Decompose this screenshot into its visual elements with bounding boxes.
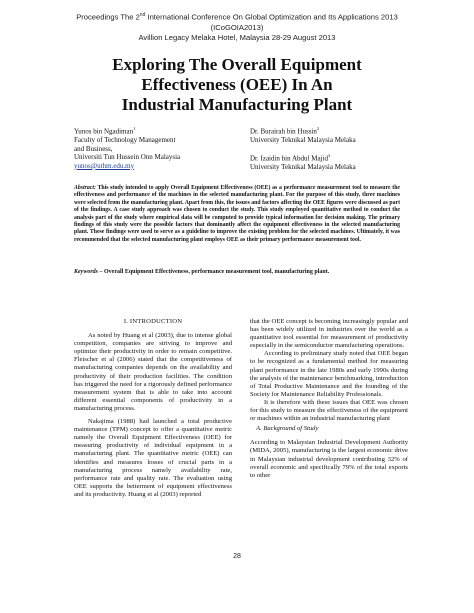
section-heading-introduction: I. INTRODUCTION [123, 318, 183, 325]
conference-line-3: Avillion Legacy Melaka Hotel, Malaysia 28-29 August 2013 [138, 32, 336, 42]
paragraph: According to Malaysian Industrial Development Authority (MIDA, 2005), manufacturing is the largest economic drive in Malaysian industrial development contributing 32% of overall economic and specifically 79% of the total exports to other [250, 439, 408, 479]
keywords-label: Keywords [74, 269, 98, 275]
author-email-link[interactable]: yunos@uthm.edu.my [74, 161, 135, 170]
keywords [74, 268, 400, 276]
paragraph: It is therefore with these issues that OEE was chosen for this study to measure the effectiveness of the equipment or machines within an industrial manufacturing plant [250, 398, 408, 423]
paragraph: Nakajima (1988) had launched a total productive maintenance (TPM) concept to offer a quantitative metric namely the Overall Equipment Effectiveness (OEE) for measuring productivity of individual equipment in a manufacturing plant. The quantitative metric (OEE) can identifies and measures losses of crucial parts in a manufacturing process namely availability rate, performance rate and quality rate. The evaluation using OEE supports the betterment of equipment effectiveness and its productivity. Huang et al (2003) reported [74, 418, 232, 498]
paragraph: According to preliminary study noted that OEE began to be recognized as a fundamental method for measuring plant performance in the late 1980s and early 1990s during the analysis of the maintenance benchmarking, introduction of Total Productive Maintenance and the founding of the Society for Maintenance Reliability Professionals. [250, 350, 408, 398]
author-name: Dr. Burairah bin Hussin$^2$ [250, 126, 320, 136]
left-column [74, 318, 232, 499]
conference-line-1: Proceedings The 2nd International Conference On Global Optimization and Its Applications 2013 [76, 12, 398, 22]
paragraph: that the OEE concept is becoming increasingly popular and has been widely utilized in industries over the world as a quantitative tool essential for measurement of productivity especially in the semiconductor manufacturing operations. [250, 318, 408, 350]
author-name: Dr. Izaidin bin Abdul Majid$^3$ [250, 153, 331, 163]
conference-line-2: (ICoGOIA2013) [210, 22, 264, 32]
paper-title: Exploring The Overall Equipment Effectiveness (OEE) In An Industrial Manufacturing Plant [112, 55, 362, 114]
right-column [250, 318, 408, 480]
author-block-3 [250, 152, 420, 172]
author-affiliation: Universiti Tun Hussein Onn Malaysia [74, 153, 181, 162]
abstract-label: Abstract: [74, 185, 96, 191]
author-affiliation: University Teknikal Malaysia Melaka [250, 135, 356, 144]
keywords-text: – Overall Equipment Effectiveness, performance measurement tool, manufacturing plant. [98, 269, 330, 275]
abstract-text: This study intended to apply Overall Equipment Effectiveness (OEE) as a performance measurement tool to measure the effectiveness and performance of the machines in the selected manufacturing plant. For the purpose of this study, three machines were selected from the manufacturing plant. Apart from this, the issues and factors affecting the OEE figures were discussed as part of the findings. A case study approach was chosen to conduct the study. This study employed quantitative method to conduct the analysis part of the study where empirical data will be computed to provide typical information for decision making. The primary findings of this study were the possible factors that dominantly affect the equipment effectiveness in the selected manufacturing plant. These findings were used to serve as a guideline to improve the existing problem for the selected machines. Ultimately, it was recommended that the selected manufacturing plant employs OEE as their primary performance measurement tool. [74, 185, 400, 243]
author-block-1 [74, 125, 244, 170]
abstract [74, 185, 400, 244]
author-affiliation: and Business, [74, 144, 113, 153]
author-block-2 [250, 125, 420, 145]
author-affiliation: University Teknikal Malaysia Melaka [250, 162, 356, 171]
subsection-heading: A. Background of Study [256, 425, 319, 433]
conference-header [20, 10, 454, 43]
page-number: 28 [233, 553, 241, 560]
author-name: Yunos bin Ngadiman$^1$ [74, 126, 136, 136]
author-affiliation: Faculty of Technology Management [74, 135, 176, 144]
paragraph: As noted by Huang et al (2003), due to intense global competition, companies are striving to improve and optimize their productivity in order to remain competitive. Fleischer et al (2006) stated that the competitiveness of manufacturing companies depends on the availability and productivity of their production facilities. The condition has triggered the need for a rigorously defined performance measurement system that is able to take into account different essential components of productivity in a manufacturing process. [74, 332, 232, 412]
